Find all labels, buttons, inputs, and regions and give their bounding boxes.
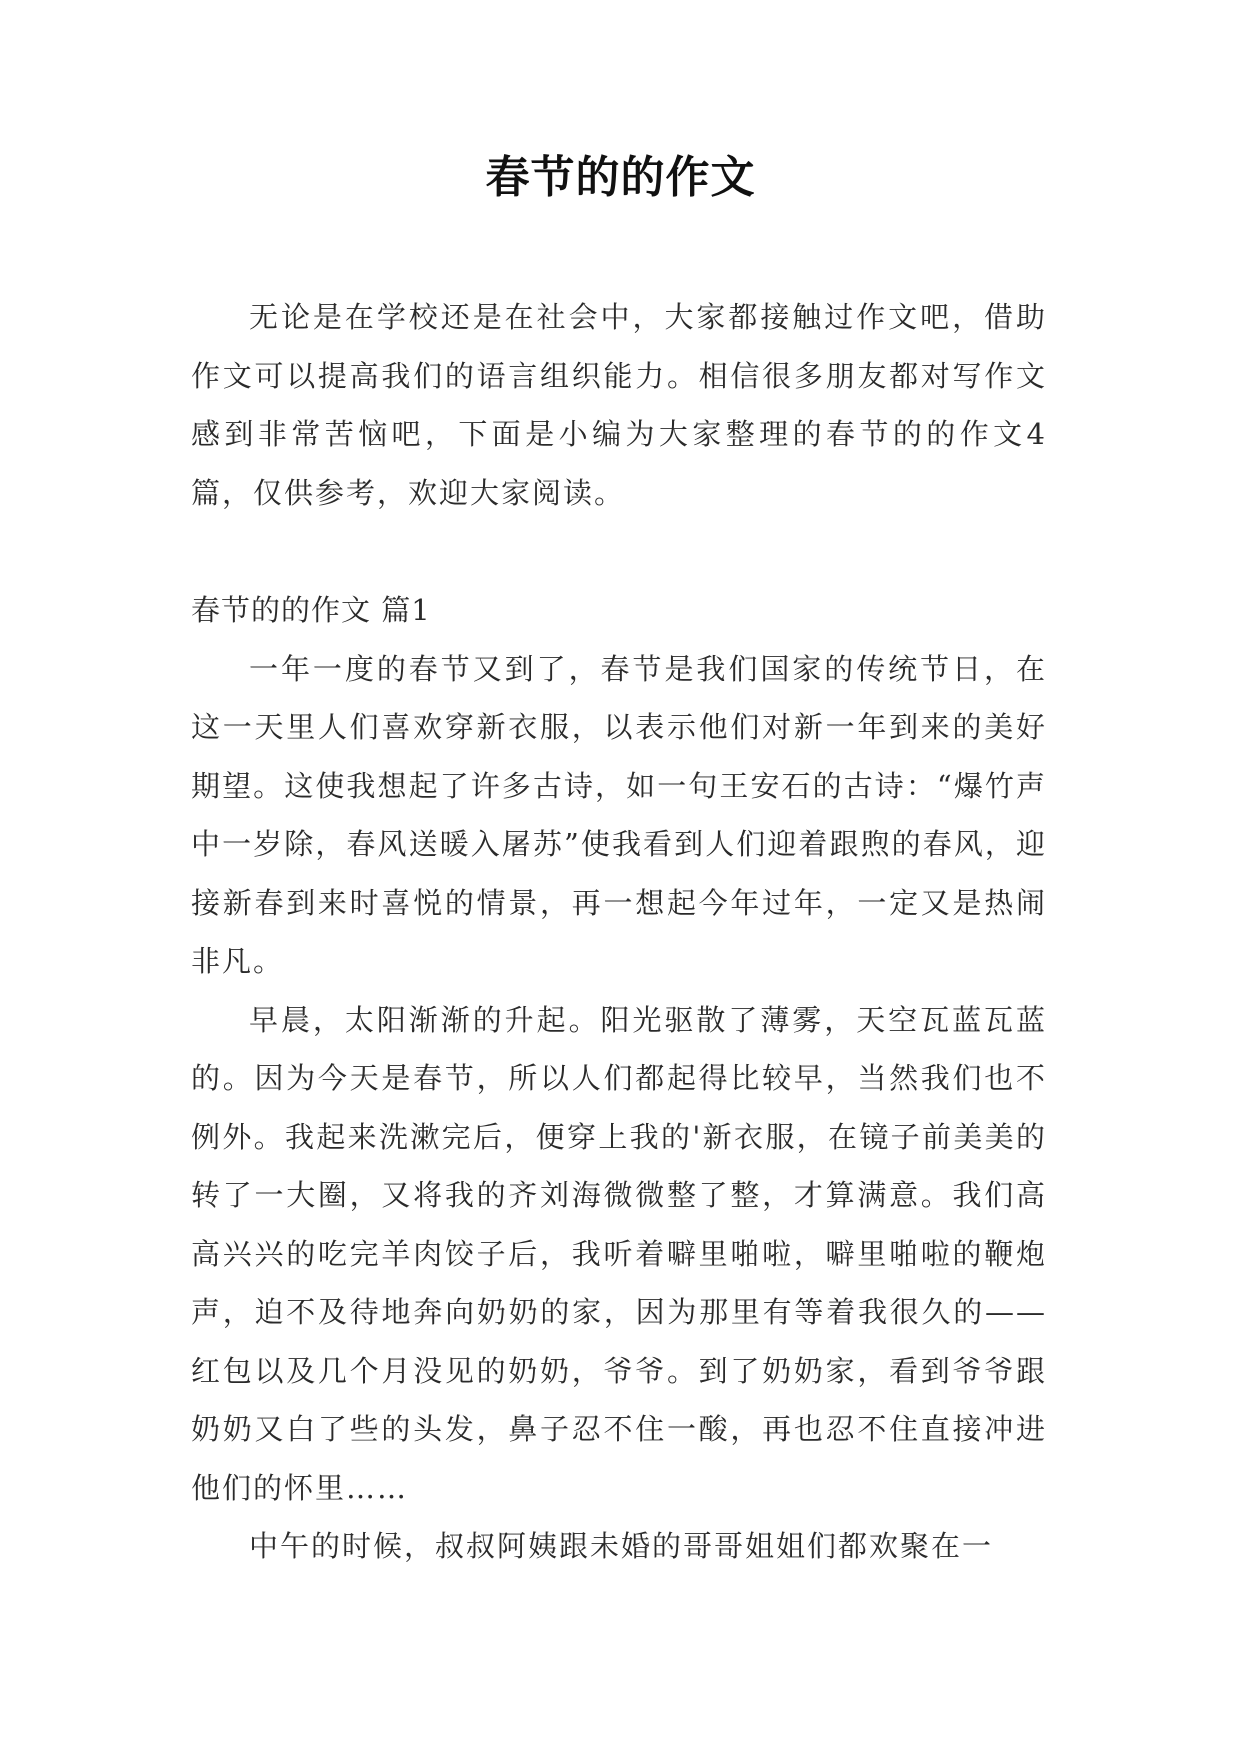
section-heading: 春节的的作文 篇1 — [191, 593, 431, 627]
body-paragraph-2: 早晨，太阳渐渐的升起。阳光驱散了薄雾，天空瓦蓝瓦蓝的。因为今天是春节，所以人们都起得比较早，当然我们也不例外。我起来洗漱完后，便穿上我的'新衣服，在镜子前美美的转了一大圈，又将我的齐刘海微微整了整，才算满意。我们高高兴兴的吃完羊肉饺子后，我听着噼里啪啦，噼里啪啦的鞭炮声，迫不及待地奔向奶奶的家，因为那里有等着我很久的——红包以及几个月没见的奶奶，爷爷。到了奶奶家，看到爷爷跟奶奶又白了些的头发，鼻子忍不住一酸，再也忍不住直接冲进他们的怀里…… — [191, 1002, 1047, 1505]
document-title: 春节的的作文 — [485, 152, 756, 203]
intro-paragraph: 无论是在学校还是在社会中，大家都接触过作文吧，借助作文可以提高我们的语言组织能力。相信很多朋友都对写作文感到非常苦恼吧，下面是小编为大家整理的春节的的作文4篇，仅供参考，欢迎大家阅读。 — [191, 300, 1047, 510]
body-paragraph-3: 中午的时候，叔叔阿姨跟未婚的哥哥姐姐们都欢聚在一 — [249, 1529, 994, 1563]
document-body — [191, 288, 1047, 1576]
body-paragraph-1: 一年一度的春节又到了，春节是我们国家的传统节日，在这一天里人们喜欢穿新衣服，以表示他们对新一年到来的美好期望。这使我想起了许多古诗，如一句王安石的古诗：“爆竹声中一岁除，春风送暖入屠苏”使我看到人们迎着跟煦的春风，迎接新春到来时喜悦的情景，再一想起今年过年，一定又是热闹非凡。 — [191, 651, 1047, 978]
